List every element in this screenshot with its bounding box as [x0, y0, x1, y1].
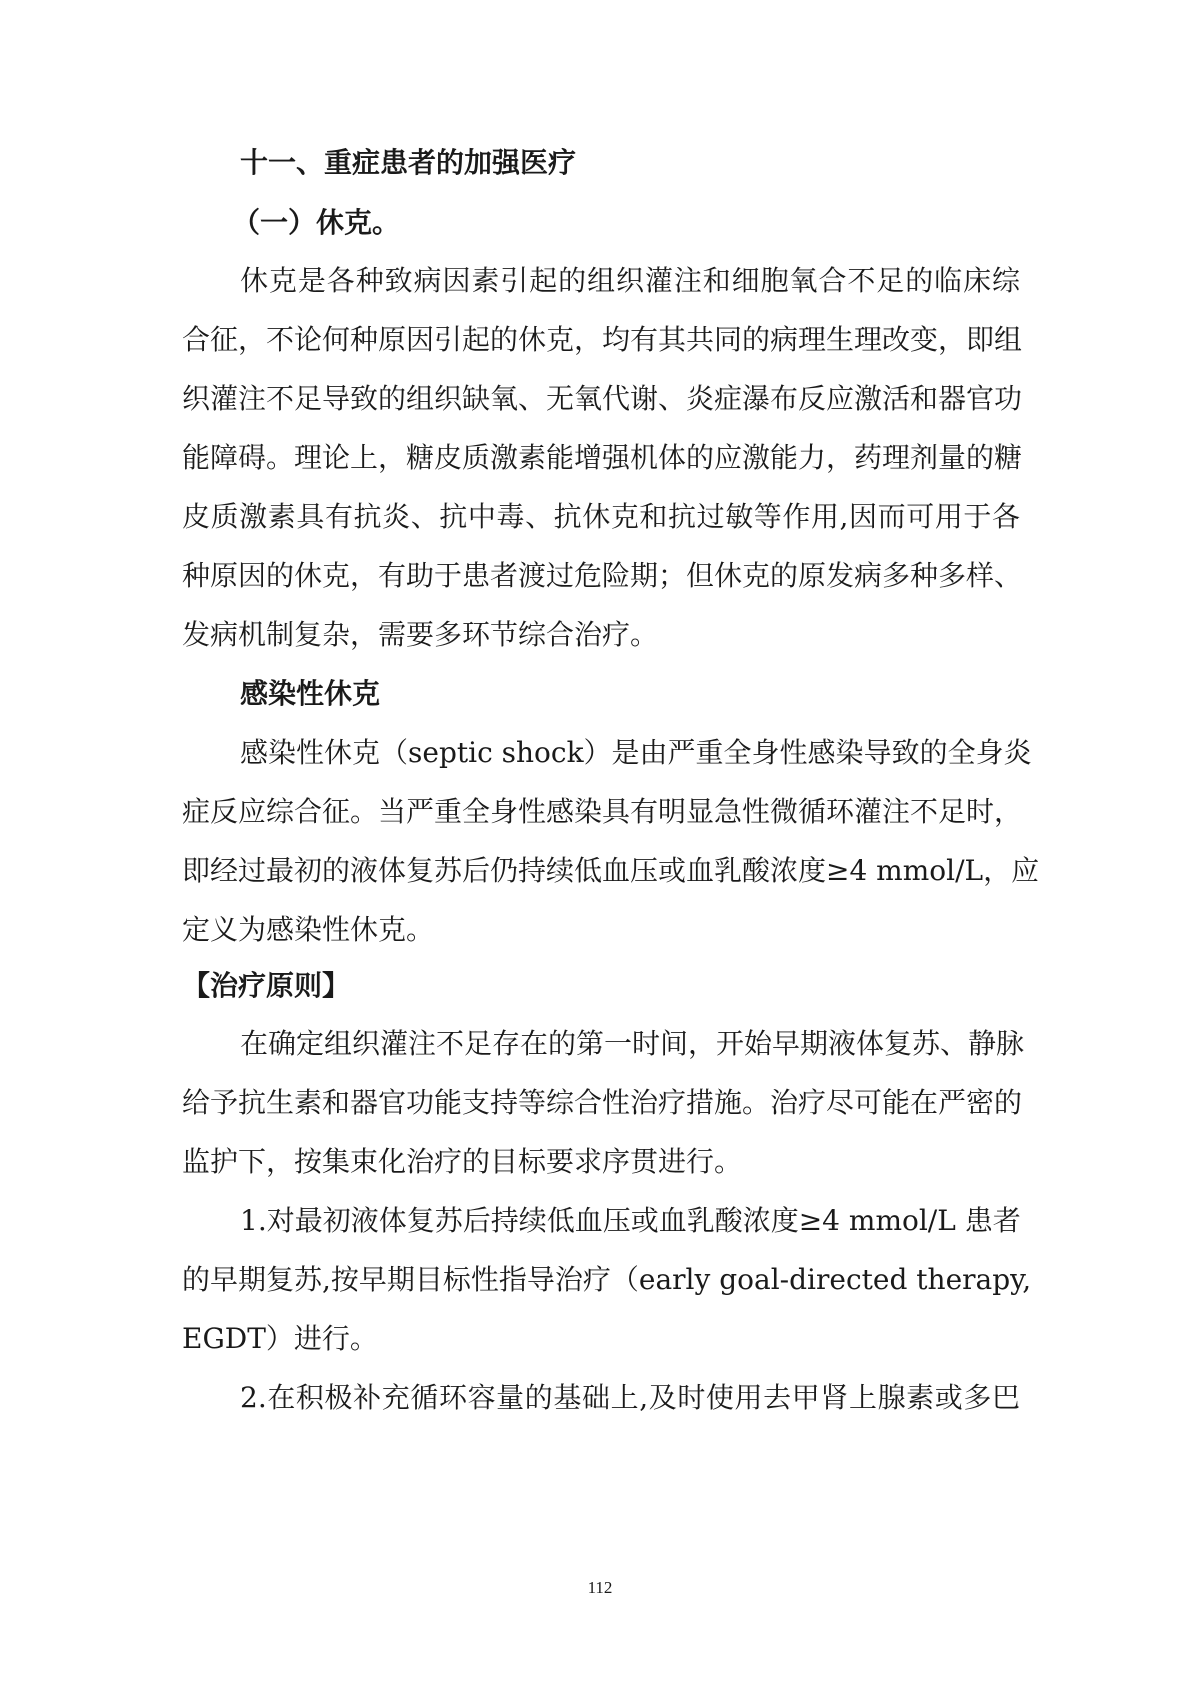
- item-1-line: 1.对最初液体复苏后持续低血压或血乳酸浓度≥4 mmol/L 患者: [240, 1204, 1021, 1237]
- item-1-line: 的早期复苏,按早期目标性指导治疗（early goal-directed therapy,: [182, 1263, 1032, 1296]
- septic-shock-line: 定义为感染性休克。: [182, 913, 435, 946]
- subsection-title: （一）休克。: [232, 206, 401, 239]
- section-title: 十一、重症患者的加强医疗: [240, 146, 577, 179]
- septic-shock-line: 症反应综合征。当严重全身性感染具有明显急性微循环灌注不足时，: [182, 795, 1023, 828]
- intro-line: 种原因的休克，有助于患者渡过危险期；但休克的原发病多种多样、: [182, 559, 1023, 592]
- septic-shock-heading: 感染性休克: [240, 677, 381, 710]
- treatment-line: 给予抗生素和器官功能支持等综合性治疗措施。治疗尽可能在严密的: [182, 1086, 1023, 1119]
- item-2-line: 2.在积极补充循环容量的基础上,及时使用去甲肾上腺素或多巴: [240, 1381, 1020, 1414]
- treatment-line: 在确定组织灌注不足存在的第一时间，开始早期液体复苏、静脉: [240, 1027, 1025, 1060]
- septic-shock-line: 感染性休克（septic shock）是由严重全身性感染导致的全身炎: [240, 736, 1032, 769]
- septic-shock-line: 即经过最初的液体复苏后仍持续低血压或血乳酸浓度≥4 mmol/L，应: [182, 854, 1040, 887]
- page-number: 112: [587, 1578, 613, 1597]
- intro-line: 织灌注不足导致的组织缺氧、无氧代谢、炎症瀑布反应激活和器官功: [182, 382, 1023, 415]
- intro-line: 休克是各种致病因素引起的组织灌注和细胞氧合不足的临床综: [240, 264, 1020, 297]
- intro-line: 发病机制复杂，需要多环节综合治疗。: [182, 618, 659, 651]
- treatment-heading: 【治疗原则】: [182, 969, 351, 1002]
- intro-line: 皮质激素具有抗炎、抗中毒、抗休克和抗过敏等作用,因而可用于各: [182, 500, 1020, 533]
- intro-line: 能障碍。理论上，糖皮质激素能增强机体的应激能力，药理剂量的糖: [182, 441, 1023, 474]
- intro-line: 合征，不论何种原因引起的休克，均有其共同的病理生理改变，即组: [182, 323, 1023, 356]
- item-1-line: EGDT）进行。: [182, 1322, 378, 1355]
- treatment-line: 监护下，按集束化治疗的目标要求序贯进行。: [182, 1145, 743, 1178]
